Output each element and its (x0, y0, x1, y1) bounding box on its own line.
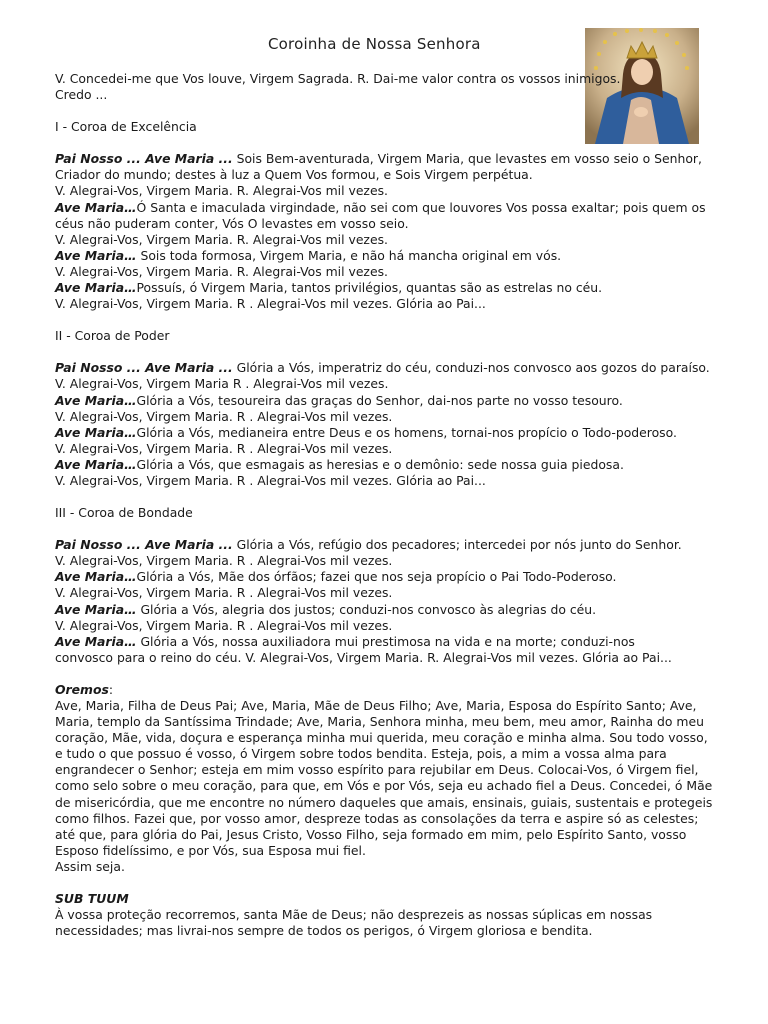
sub-tuum-title: SUB TUUM (55, 891, 129, 907)
spacer (55, 875, 720, 891)
response-line: V. Alegrai-Vos, Virgem Maria. R. Alegrai-Vos mil vezes. (55, 183, 388, 199)
section-heading-poder: II - Coroa de Poder (55, 328, 170, 344)
section-3-first-prayer (55, 537, 720, 553)
oremos-colon: : (108, 681, 114, 697)
response-line: V. Alegrai-Vos, Virgem Maria. R . Alegrai-Vos mil vezes. Glória ao Pai... (55, 472, 486, 488)
oremos-text: Ave, Maria, Filha de Deus Pai; Ave, Maria, Mãe de Deus Filho; Ave, Maria, Esposa do Espírito Santo; Ave, Maria, templo da Santíssima Trindade; Ave, Maria, Senhora minha, meu bem, meu amor, Rainha do meu coração, Mãe, vida, doçura e esperança minha mui querida, meu coração e minha alma. Sou todo vosso, e tudo o que possuo é vosso, ó Virgem sobre todos bendita. Esteja, pois, a mim a vossa alma para engrandecer o Senhor; esteja em mim vosso espírito para rejubilar em Deus. Colocai-Vos, ó Virgem fiel, como selo sobre o meu coração, para que, em Vós e por Vós, seja eu achado fiel a Deus. Concedei, ó Mãe de misericórdia, que me encontre no número daqueles que amais, ensinais, guiais, sustentais e protegeis como filhos. Fazei que, por vosso amor, despreze todas as consolações da terra e aspire só as celestes; até que, para glória do Pai, Jesus Cristo, Vosso Filho, seja formado em mim, pelo Espírito Santo, vosso Esposo fidelíssimo, e por Vós, sua Esposa mui fiel. (55, 698, 713, 858)
sub-tuum-heading (55, 891, 720, 907)
lead-pai-nosso: Pai Nosso ... Ave Maria ... (55, 360, 233, 376)
section-3-ave-2 (55, 602, 720, 618)
lead-ave-maria: Ave Maria… (55, 456, 137, 472)
lead-ave-maria: Ave Maria… (55, 601, 137, 617)
section-2-ave-3 (55, 457, 720, 473)
response-line: V. Alegrai-Vos, Virgem Maria. R . Alegrai-Vos mil vezes. (55, 408, 393, 424)
prayer-text-line: Glória a Vós, medianeira entre Deus e os homens, tornai-nos propício o Todo-poderoso. (136, 424, 677, 440)
section-2-ave-1 (55, 393, 720, 409)
lead-ave-maria: Ave Maria… (55, 633, 137, 649)
response-line: V. Alegrai-Vos, Virgem Maria. R . Alegrai-Vos mil vezes. Glória ao Pai... (55, 296, 486, 312)
lead-ave-maria: Ave Maria… (55, 280, 137, 296)
oremos-closing: Assim seja. (55, 858, 125, 874)
section-heading-bondade: III - Coroa de Bondade (55, 505, 193, 521)
response-line: V. Alegrai-Vos, Virgem Maria. R . Alegrai-Vos mil vezes. (55, 617, 393, 633)
prayer-text-line: Glória a Vós, imperatriz do céu, conduzi-nos convosco aos gozos do paraíso. (232, 360, 710, 376)
prayer-text-line: Glória a Vós, que esmagais as heresias e o demônio: sede nossa guia piedosa. (136, 456, 624, 472)
lead-ave-maria: Ave Maria… (55, 247, 137, 263)
oremos-title: Oremos (55, 681, 109, 697)
response-line: V. Alegrai-Vos, Virgem Maria. R. Alegrai-Vos mil vezes. (55, 231, 388, 247)
prayer-text (55, 71, 720, 939)
section-2-first-prayer (55, 360, 720, 376)
section-1-ave-1 (55, 200, 710, 232)
prayer-text-line: Glória a Vós, alegria dos justos; conduzi-nos convosco às alegrias do céu. (136, 601, 597, 617)
response-line: V. Alegrai-Vos, Virgem Maria. R . Alegrai-Vos mil vezes. (55, 553, 393, 569)
section-1-ave-3 (55, 280, 720, 296)
response-line: V. Alegrai-Vos, Virgem Maria. R . Alegrai-Vos mil vezes. (55, 440, 393, 456)
prayer-text-line: Sois toda formosa, Virgem Maria, e não há mancha original em vós. (136, 247, 562, 263)
prayer-text-line: Glória a Vós, tesoureira das graças do Senhor, dai-nos parte no vosso tesouro. (136, 392, 623, 408)
response-line: V. Alegrai-Vos, Virgem Maria R . Alegrai-Vos mil vezes. (55, 376, 389, 392)
section-3-ave-1 (55, 569, 720, 585)
response-line: V. Alegrai-Vos, Virgem Maria. R. Alegrai-Vos mil vezes. (55, 263, 388, 279)
oremos-heading (55, 682, 720, 698)
prayer-text-line: Glória a Vós, nossa auxiliadora mui prestimosa na vida e na morte; conduzi-nos convosco para o reino do céu. V. Alegrai-Vos, Virgem Maria. R. Alegrai-Vos mil vezes. Glória ao Pai... (55, 633, 672, 665)
prayer-text-line: Sois Bem-aventurada, Virgem Maria, que levastes em vosso seio o Senhor, Criador do mundo; destes à luz a Quem Vos formou, e Sois Virgem perpétua. (55, 151, 702, 183)
lead-pai-nosso: Pai Nosso ... Ave Maria ... (55, 537, 233, 553)
lead-ave-maria: Ave Maria… (55, 392, 137, 408)
sub-tuum-text: À vossa proteção recorremos, santa Mãe de Deus; não desprezeis as nossas súplicas em nossas necessidades; mas livrai-nos sempre de todos os perigos, ó Virgem gloriosa e bendita. (55, 907, 653, 939)
intro-credo: Credo ... (55, 87, 108, 103)
lead-ave-maria: Ave Maria… (55, 424, 137, 440)
prayer-text-line: Possuís, ó Virgem Maria, tantos privilégios, quantas são as estrelas no céu. (136, 280, 603, 296)
section-1-first-prayer (55, 151, 705, 183)
section-3-ave-3 (55, 634, 695, 666)
lead-ave-maria: Ave Maria… (55, 569, 137, 585)
prayer-text-line: Glória a Vós, Mãe dos órfãos; fazei que nos seja propício o Pai Todo-Poderoso. (136, 569, 617, 585)
response-line: V. Alegrai-Vos, Virgem Maria. R . Alegrai-Vos mil vezes. (55, 585, 393, 601)
section-heading-excelencia: I - Coroa de Excelência (55, 119, 197, 135)
prayer-text-line: Glória a Vós, refúgio dos pecadores; intercedei por nós junto do Senhor. (232, 537, 682, 553)
lead-pai-nosso: Pai Nosso ... Ave Maria ... (55, 151, 233, 167)
lead-ave-maria: Ave Maria… (55, 199, 137, 215)
spacer (55, 666, 720, 682)
section-1-ave-2 (55, 248, 720, 264)
prayer-text-line: Ó Santa e imaculada virgindade, não sei com que louvores Vos possa exaltar; pois quem os céus não puderam conter, Vós O levastes em vosso seio. (55, 199, 706, 231)
section-2-ave-2 (55, 425, 720, 441)
page-title: Coroinha de Nossa Senhora (268, 35, 481, 53)
intro-versicle: V. Concedei-me que Vos louve, Virgem Sagrada. R. Dai-me valor contra os vossos inimigos. (55, 71, 621, 86)
